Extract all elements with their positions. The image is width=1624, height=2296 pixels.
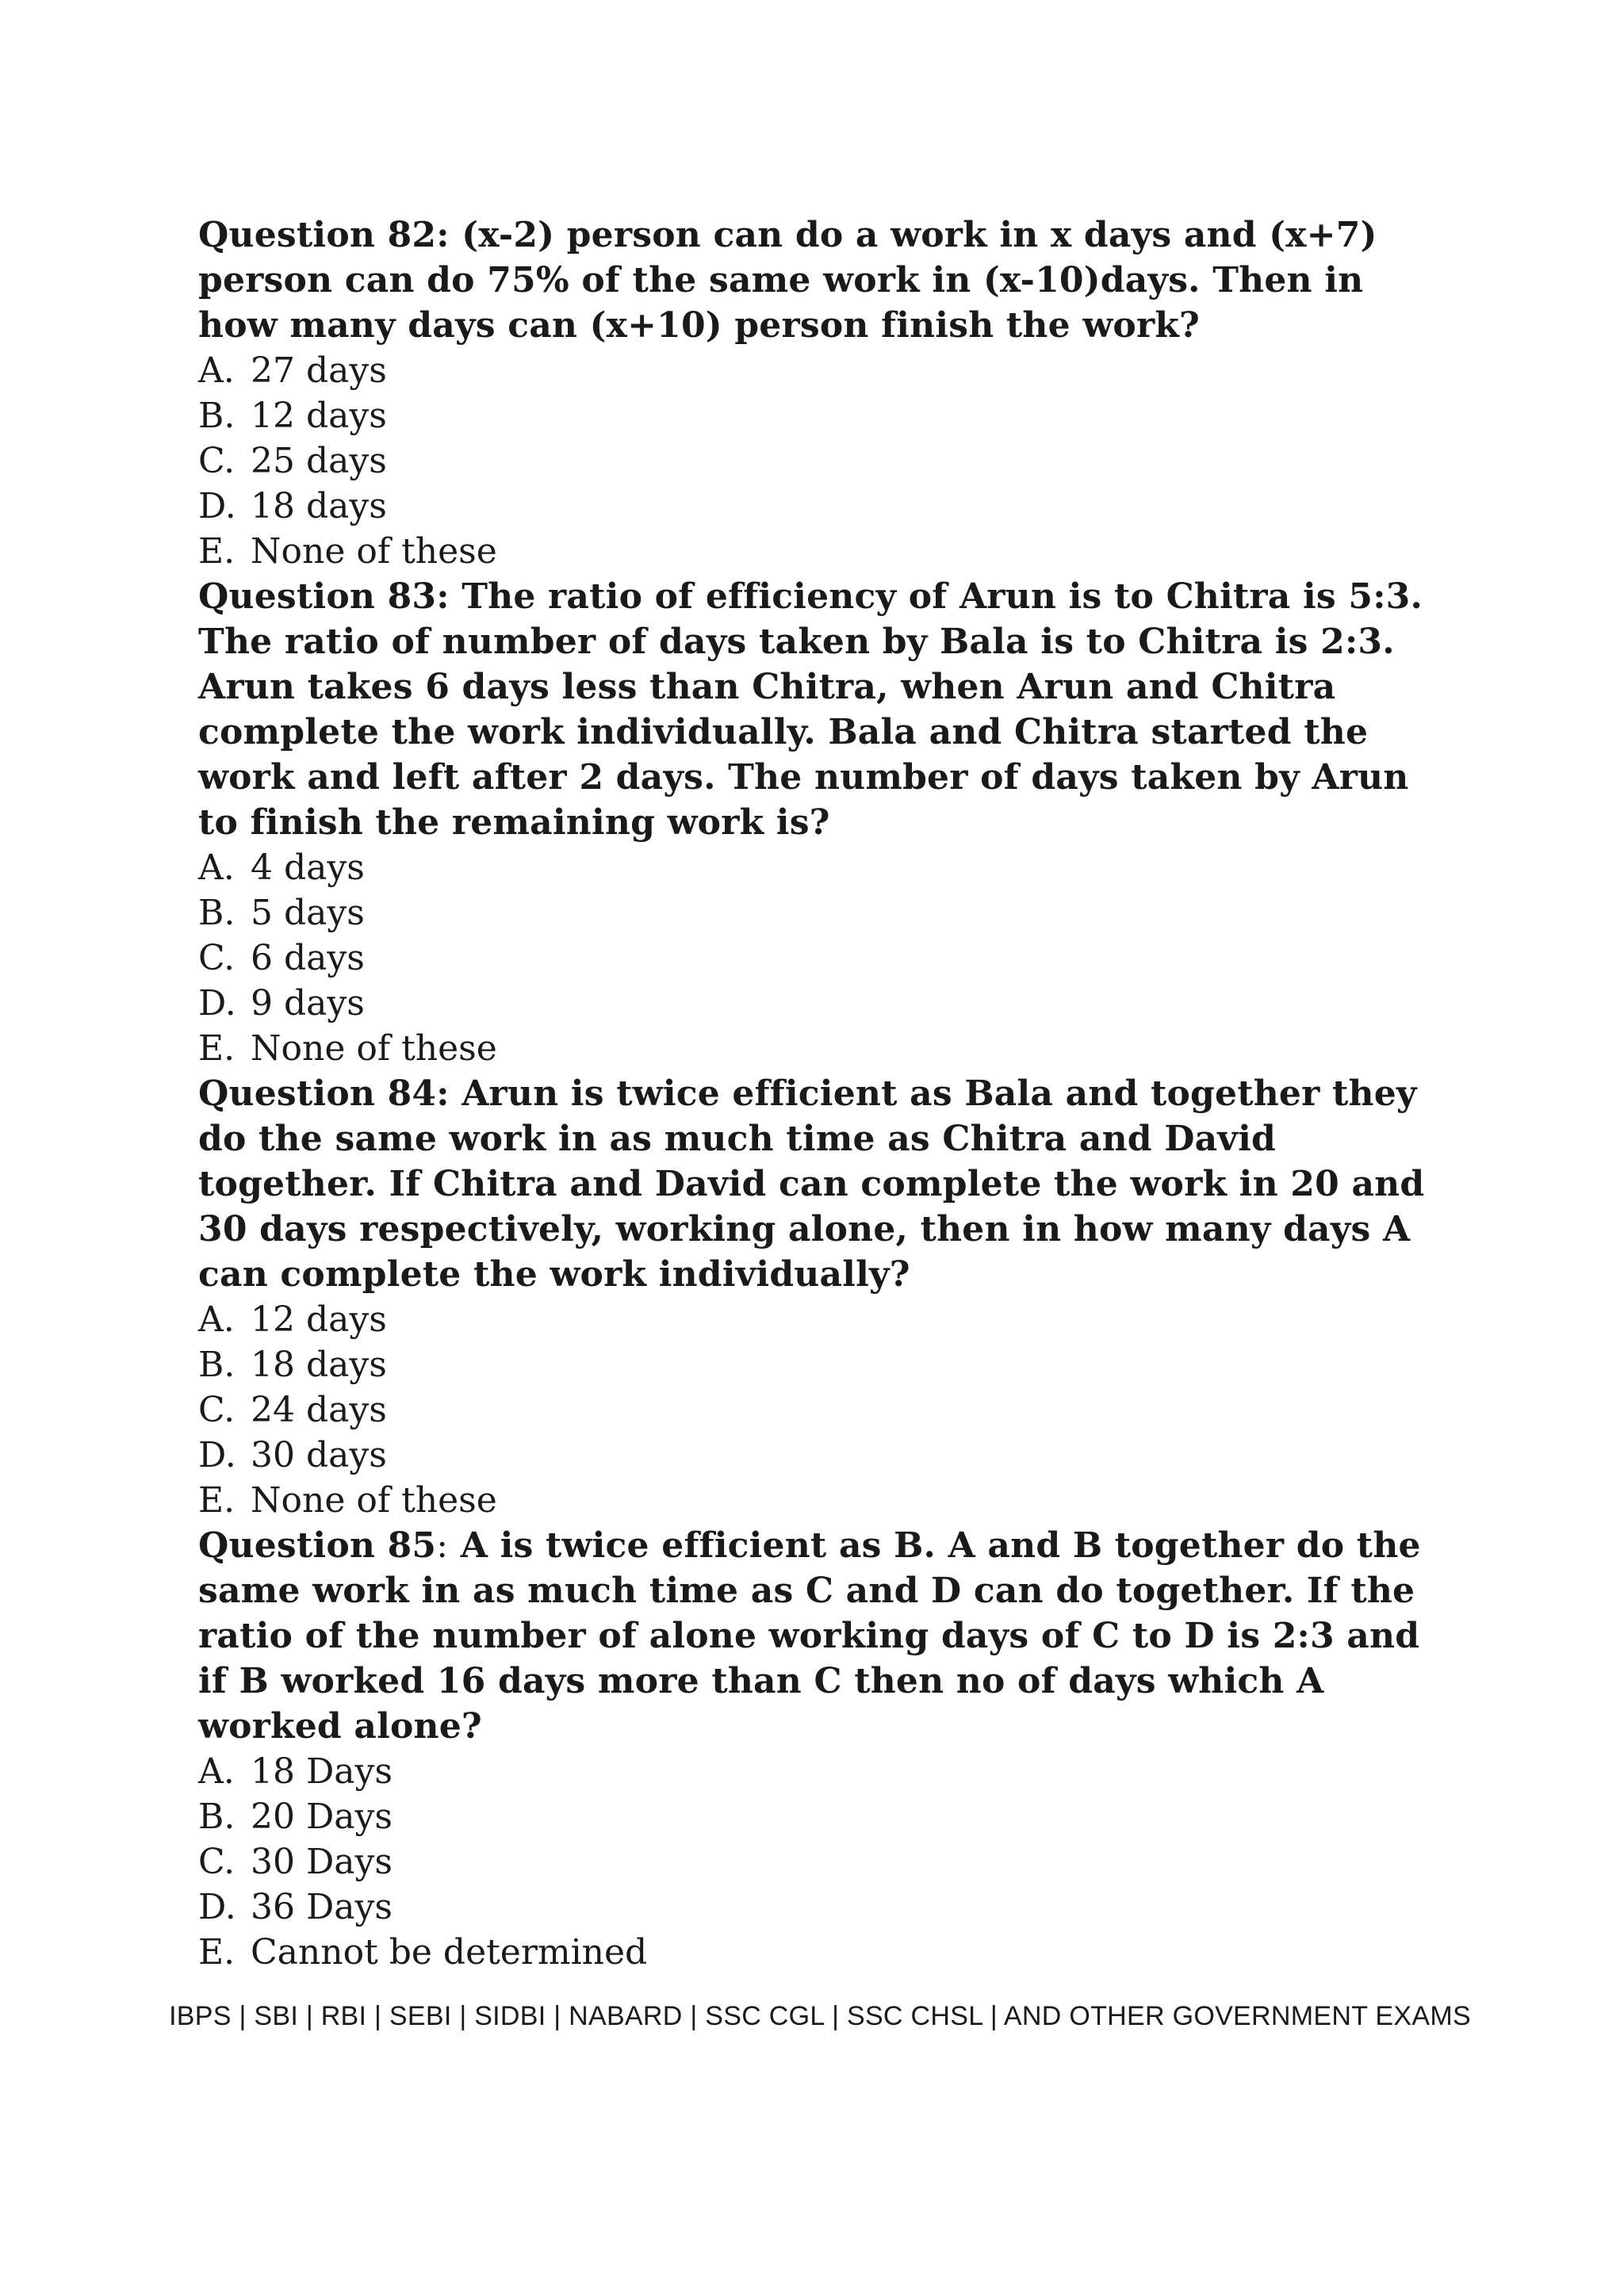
option-letter: A. (198, 350, 235, 391)
question-text (198, 212, 1435, 348)
option-text: None of these (251, 1480, 497, 1521)
option-letter: A. (198, 848, 235, 888)
option-text: 12 days (251, 396, 387, 436)
option-text: 4 days (251, 848, 365, 888)
option-text: None of these (251, 1028, 497, 1069)
option-letter: C. (198, 938, 236, 978)
question-number: Question 82 (198, 215, 437, 255)
option-letter: A. (198, 1299, 235, 1340)
question-separator: : (436, 215, 450, 255)
option-a (198, 845, 1435, 890)
question-body: Arun is twice efficient as Bala and together they do the same work in as much time as Chitra and David together. If Chitra and David can complete the work in 20 and 30 days respectively, working alone, then in how many days A can complete the work individually? (198, 1073, 1425, 1295)
question-82 (198, 212, 1435, 574)
question-separator: : (436, 576, 450, 617)
option-b (198, 1342, 1435, 1387)
option-d (198, 484, 1435, 529)
option-e (198, 1930, 1435, 1975)
option-letter: E. (198, 1480, 236, 1521)
option-d (198, 981, 1435, 1026)
option-text: 18 Days (251, 1751, 393, 1792)
option-text: 24 days (251, 1390, 387, 1430)
option-e (198, 1026, 1435, 1071)
question-number: Question 83 (198, 576, 437, 617)
question-85 (198, 1523, 1435, 1975)
answer-options (198, 845, 1435, 1071)
answer-options (198, 348, 1435, 574)
answer-options (198, 1749, 1435, 1975)
option-letter: B. (198, 1797, 236, 1837)
option-d (198, 1885, 1435, 1930)
option-e (198, 1478, 1435, 1523)
option-text: 6 days (251, 938, 365, 978)
question-number: Question 84 (198, 1073, 437, 1114)
option-letter: C. (198, 1842, 236, 1882)
option-text: None of these (251, 531, 497, 572)
option-c (198, 1387, 1435, 1433)
option-letter: B. (198, 893, 236, 933)
option-text: 18 days (251, 486, 387, 526)
option-text: 20 Days (251, 1797, 393, 1837)
option-c (198, 438, 1435, 484)
option-letter: B. (198, 396, 236, 436)
option-letter: D. (198, 1435, 236, 1475)
option-letter: E. (198, 1932, 236, 1973)
question-84 (198, 1071, 1435, 1523)
option-letter: C. (198, 441, 236, 481)
option-letter: E. (198, 531, 236, 572)
option-text: 30 days (251, 1435, 387, 1475)
option-letter: D. (198, 983, 236, 1024)
option-text: 5 days (251, 893, 365, 933)
option-c (198, 1839, 1435, 1885)
page-footer: IBPS | SBI | RBI | SEBI | SIDBI | NABARD | SSC CGL | SSC CHSL | AND OTHER GOVERNMENT EXAMS (169, 2001, 1471, 2031)
question-text (198, 1071, 1435, 1297)
question-number: Question 85 (198, 1525, 437, 1566)
option-text: 30 Days (251, 1842, 393, 1882)
option-d (198, 1433, 1435, 1478)
option-e (198, 529, 1435, 574)
question-body: A is twice efficient as B. A and B together do the same work in as much time as C and D can do together. If the ratio of the number of alone working days of C to D is 2:3 and if B worked 16 days more than C then no of days which A worked alone? (198, 1525, 1421, 1747)
answer-options (198, 1297, 1435, 1523)
option-letter: D. (198, 486, 236, 526)
question-83 (198, 574, 1435, 1071)
option-text: 18 days (251, 1345, 387, 1385)
option-letter: A. (198, 1751, 235, 1792)
option-letter: E. (198, 1028, 236, 1069)
question-body: (x-2) person can do a work in x days and (x+7) person can do 75% of the same work in (x-10)days. Then in how many days can (x+10) person finish the work? (198, 215, 1377, 346)
option-letter: B. (198, 1345, 236, 1385)
question-separator: : (436, 1525, 449, 1566)
question-body: The ratio of efficiency of Arun is to Chitra is 5:3. The ratio of number of days taken by Bala is to Chitra is 2:3. Arun takes 6 days less than Chitra, when Arun and Chitra complete the work individually. Bala and Chitra started the work and left after 2 days. The number of days taken by Arun to finish the remaining work is? (198, 576, 1423, 843)
option-letter: C. (198, 1390, 236, 1430)
option-text: 36 Days (251, 1887, 393, 1927)
option-text: 27 days (251, 350, 387, 391)
option-a (198, 348, 1435, 393)
question-text (198, 574, 1435, 845)
option-c (198, 936, 1435, 981)
option-text: Cannot be determined (251, 1932, 648, 1973)
option-letter: D. (198, 1887, 236, 1927)
question-separator: : (436, 1073, 450, 1114)
option-b (198, 890, 1435, 936)
option-text: 12 days (251, 1299, 387, 1340)
option-a (198, 1749, 1435, 1794)
question-list (198, 212, 1435, 1975)
option-a (198, 1297, 1435, 1342)
option-text: 25 days (251, 441, 387, 481)
option-b (198, 393, 1435, 438)
option-b (198, 1794, 1435, 1839)
option-text: 9 days (251, 983, 365, 1024)
question-text (198, 1523, 1435, 1749)
